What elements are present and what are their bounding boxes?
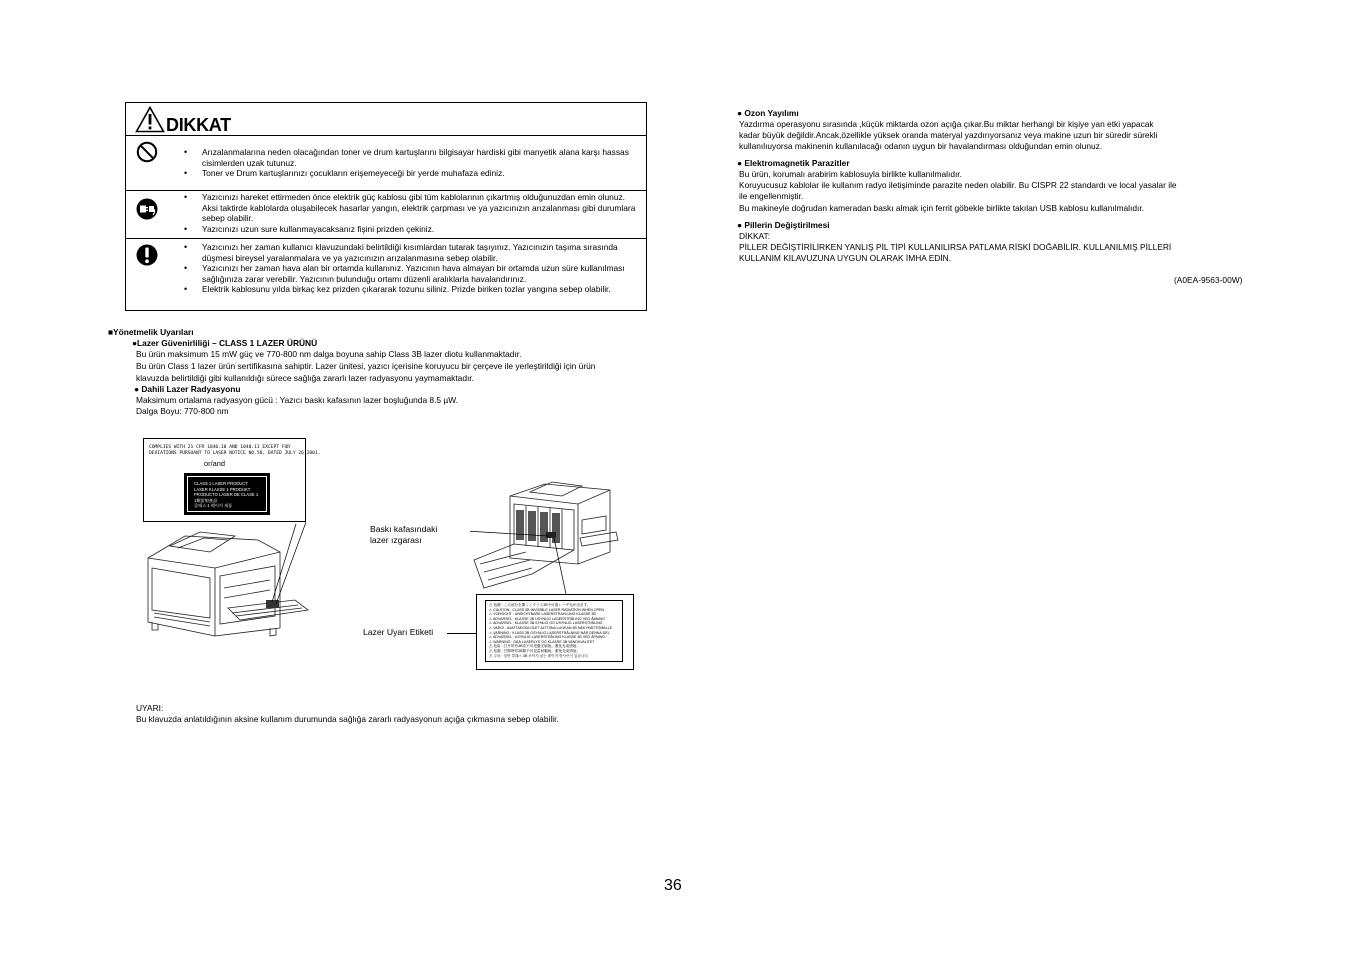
caution-header [126, 103, 646, 136]
exclamation-icon [136, 243, 158, 267]
caution-box [125, 102, 647, 311]
class1-line: CLASS 1 LASER PRODUCT [194, 481, 248, 486]
caution-row [126, 191, 646, 239]
warning-label-line: ⚠ ADVARSEL : USYNLIG LASERSTRÅLING KLASSE 3B VED ÅPNING [489, 635, 605, 640]
internal-laser-line: Dalga Boyu: 770-800 nm [136, 406, 229, 416]
internal-laser-heading: ● Dahili Lazer Radyasyonu [134, 384, 241, 394]
warning-label-line: ⚠ CAUTION : CLASS 3B INVISIBLE LASER RADIATION WHEN OPEN. [489, 607, 605, 612]
class1-label [184, 473, 270, 515]
class1-line: 1類雷射產品 [194, 497, 218, 503]
caution-item: • Yazıcınızı uzun sure kullanmayacaksanız fişini prizden çekiniz. [184, 224, 640, 235]
warning-label-line: ⚠ VARNING : KLASS 3B OSYNLIG LASERSTRÅLNING NÄR DENNA DEL [489, 630, 610, 635]
printer-open-illustration [470, 480, 620, 595]
caution-title: DIKKAT [166, 115, 231, 135]
emc-line: Bu ürün, korumalı arabirim kablosuyla birlikte kullanılmalıdır. [739, 169, 962, 179]
warning-label-line: ⚠ WARNING : DÄÄ LASERLYS OG KLASSE 3B VANDKVALITET [489, 639, 595, 644]
uyari-text: Bu klavuzda anlatıldığının aksine kullanım durumunda sağlığa zararlı radyasyonun açığa çıkmasına sebep olabilir. [136, 714, 559, 724]
or-and-label: or/and [204, 459, 225, 468]
battery-line: DİKKAT: [739, 231, 771, 241]
caution-item: • Yazıcınızı hareket ettirmeden önce elektrik güç kablosu gibi tüm kablolarının çıkartmış olduğunuzdan emin olunuz. Aksi taktirde kablolarda oluşabilecek hasarlar yangın, elektrik çarpması ve ya yazıcınızın arızalanması gibi durumlara sebep olabilir. [184, 192, 640, 224]
caution-item: • Arızalanmalarına neden olacağından toner ve drum kartuşlarını bilgisayar hardiski gibi manyetik alana karşı hassas cisimlerden uzak tutunuz. [184, 147, 640, 168]
laser-safety-line: Bu ürün Class 1 lazer ürün sertifikasına sahiptir. Lazer ünitesi, yazıcı içerisine koruyucu bir çerçeve ile yerleştirildiği için ürün [136, 361, 596, 371]
class1-line: 클래스 1 레이저 제품 [194, 503, 233, 509]
certification-label-box [143, 438, 321, 522]
document-code: (A0EA-9563-00W) [1174, 275, 1243, 285]
warning-label-line: ⚠ 危险 : 打开时有3B类不可见激光辐射。避免光束照射。 [489, 644, 581, 649]
callout-line [447, 633, 477, 634]
battery-line: KULLANIM KILAVUZUNA UYGUN OLARAK İMHA EDİN. [739, 253, 952, 263]
ozon-line: Yazdırma operasyonu sırasında ,küçük miktarda ozon açığa çıkar.Bu miktar herhangi bir kişiye yan etki yapacak [739, 119, 1154, 129]
callout-print-head-line: lazer ızgarası [370, 535, 422, 545]
laser-warning-label [485, 600, 623, 662]
page-number: 36 [664, 877, 682, 894]
emc-line: Koruyucusuz kablolar ile kullanım radyo iletişiminde parazite neden olabilir. Bu CISPR 22 standardı ve local yasalar ile [739, 180, 1177, 190]
callout-print-head-line: Baskı kafasındaki [370, 524, 438, 534]
warning-label-line: ⚠ ADVARSEL : KLASSE 3B USYNLIG LASERSTRÅLING VED ÅBNING [489, 616, 605, 621]
battery-line: PİLLER DEĞİŞTİRİLİRKEN YANLIŞ PİL TİPİ KULLANILIRSA PATLAMA RİSKİ DOĞABİLİR. KULLANILMIŞ PİLLERİ [739, 242, 1172, 252]
ozon-line: kadar büyük değildir.Ancak,özellikle yüksek oranda materyal yazdırıyorsanız veya makine uzun bir süredir sürekli [739, 130, 1158, 140]
caution-row [126, 136, 646, 191]
warning-label-line: ⚠ VARO! : AVATTAESSA OLET ALTTIINA LUOKAN 3B NÄKYMÄTTÖMÄLLE [489, 625, 612, 630]
emc-line: ile engellenmiştir. [739, 191, 804, 201]
regulations-heading: ■Yönetmelik Uyarıları [108, 327, 194, 337]
internal-laser-line: Maksimum ortalama radyasyon gücü : Yazıcı baskı kafasının lazer boşluğunda 8.5 µW. [136, 395, 458, 405]
laser-safety-line: klavuzda belirtildiği gibi kullanıldığı sürece sağlığa zararlı lazer radyasyonu yaymamaktadır. [136, 373, 474, 383]
emc-heading: ● Elektromagnetik Parazitler [737, 158, 850, 168]
warning-label-line: ⚠ 危險 : 打開時有3B類不可見雷射輻射。避免光束照射。 [489, 648, 581, 653]
class1-line: PRODUCTO LASER DE CLASE 1 [194, 492, 259, 498]
warning-label-line: ⚠ VORSICHT : UNSICHTBARE LASERSTRAHLUNG KLASSE 3B [489, 612, 596, 617]
caution-item: • Yazıcınızı her zaman hava alan bir ortamda kullanınız. Yazıcının hava almayan bir ortamda uzun süre kullanılması sağlığınıza zarar verebilir. Yazıcının bulunduğu ortamı düzenli aralıklarla havalandırınız. [184, 263, 640, 284]
prohibition-icon [136, 141, 158, 163]
class1-line: LASER KLASSE 1 PRODUKT [194, 486, 251, 492]
callout-warning-label: Lazer Uyarı Etiketi [363, 627, 434, 637]
ozon-heading: ● Ozon Yayılımı [737, 108, 799, 118]
warning-label-line: ⚠ ADVARSEL : KLASSE 3B SYNLIG OG USYNLIG LASERSTRÅLING [489, 621, 603, 626]
laser-warning-label-box [476, 594, 634, 670]
label-location-marker [546, 532, 556, 538]
emc-line: Bu makineyle doğrudan kameradan baskı almak için ferrit göbekle birlikte takılan USB kablosu kullanılmalıdır. [739, 203, 1144, 213]
unplug-icon [136, 198, 158, 220]
caution-item: • Elektrik kablosunu yılda birkaç kez prizden çıkararak tozunu siliniz. Prizde biriken tozlar yangına sebep olabilir. [184, 284, 640, 295]
label-text-line: COMPLIES WITH 21 CFR 1040.10 AND 1040.11 EXCEPT FOR [149, 445, 291, 450]
battery-heading: ● Pillerin Değiştirilmesi [737, 220, 830, 230]
laser-safety-line: Bu ürün maksimum 15 mW güç ve 770-800 nm dalga boyuna sahip Class 3B lazer diotu kullanmaktadır. [136, 349, 522, 359]
printer-front-illustration [140, 518, 315, 643]
laser-safety-heading: ●Lazer Güvenirliliği – CLASS 1 LAZER ÜRÜNÜ [132, 338, 318, 348]
caution-item: • Toner ve Drum kartuşlarınızı çocukların erişemeyeceği bir yerde muhafaza ediniz. [184, 168, 640, 179]
uyari-heading: UYARI: [136, 703, 164, 713]
warning-triangle-icon [135, 106, 165, 133]
caution-item: • Yazıcınızı her zaman kullanıcı klavuzundaki belirtildiği kısımlardan tutarak taşıyınız. Yazıcınızın taşıma sırasında düşmesi bireysel yaralanmalara ve ya yazıcınızın arızalanmasına sebep olabilir. [184, 242, 640, 263]
label-text-line: DEVIATIONS PURSUANT TO LASER NOTICE NO.50, DATED JULY 26,2001. [149, 451, 321, 456]
ozon-line: kullanılıuyorsa makinenin kullanılacağı odanın uygun bir havalandırması olduğundan emin olunuz. [739, 141, 1103, 151]
warning-label-line: ⚠ 危険 : この部分を開くとクラス3B不可視レーザ光が出ます。 [489, 603, 591, 607]
caution-row [126, 239, 646, 312]
warning-label-line: ⚠ 주의 : 열면 클래스 3B 보이지 않는 레이저 방사선이 있습니다. [489, 653, 589, 658]
